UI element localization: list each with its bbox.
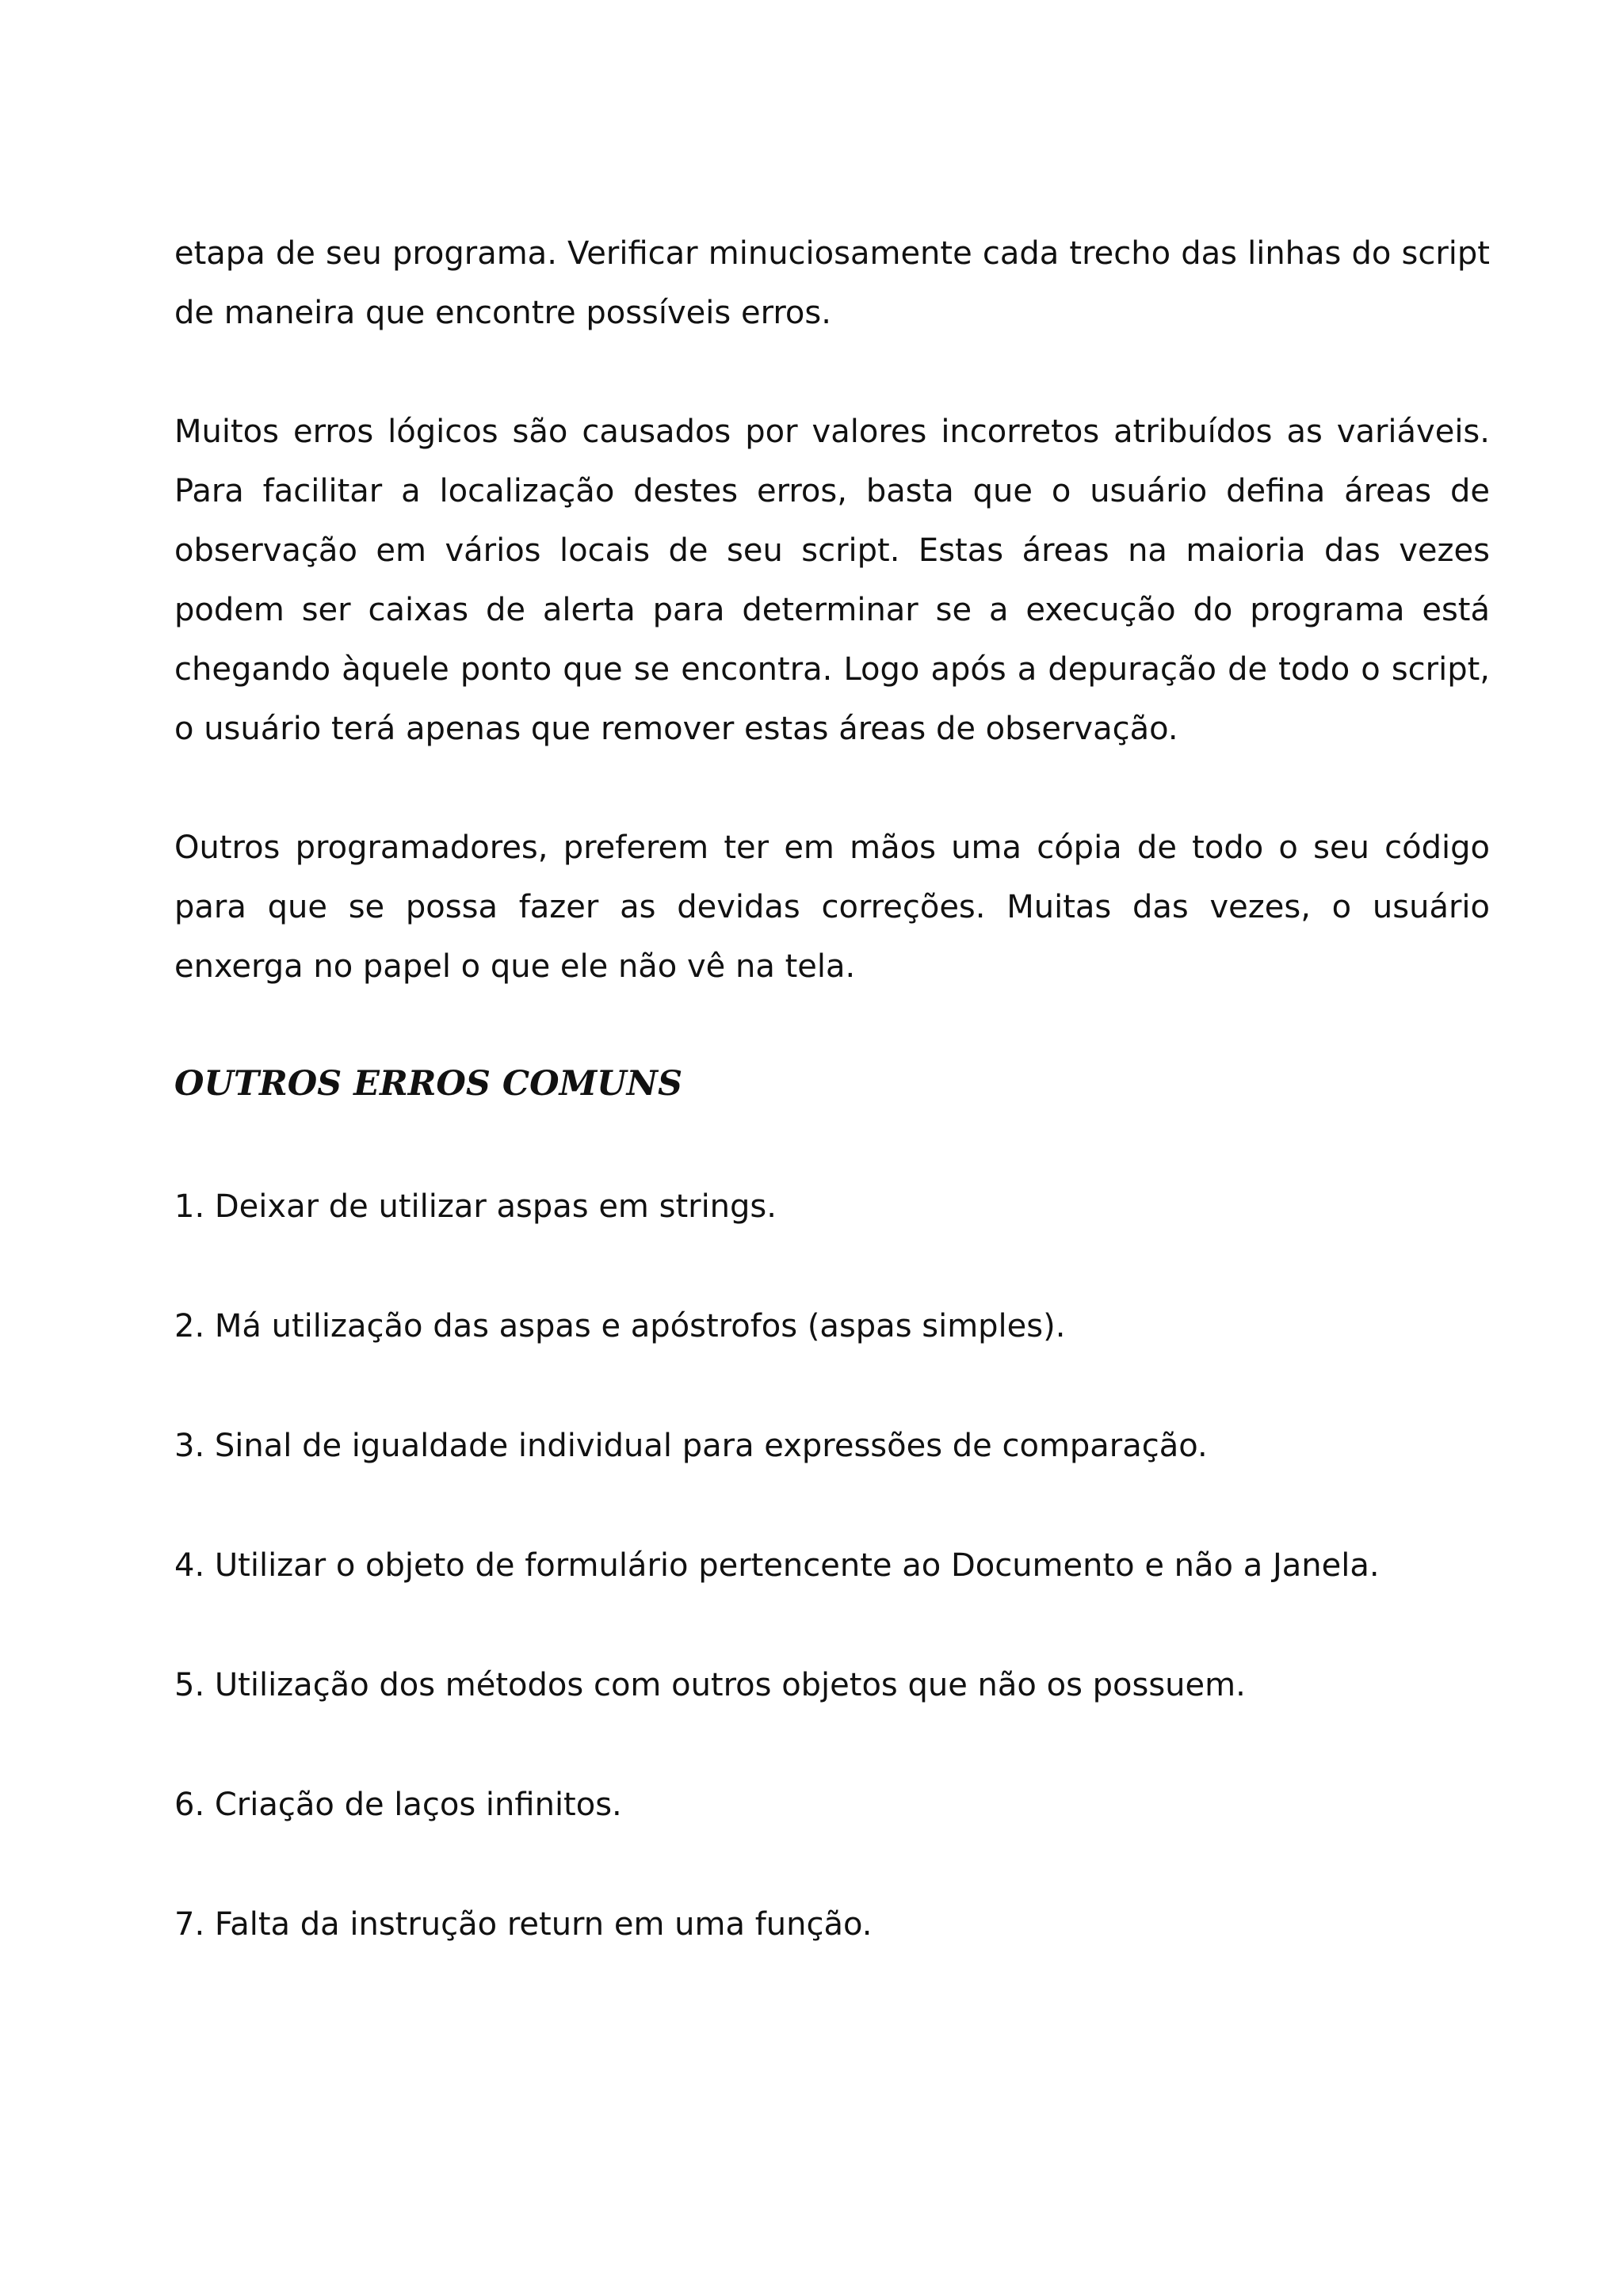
list-item: 5. Utilização dos métodos com outros objetos que não os possuem.	[174, 1667, 1246, 1703]
list-item: 7. Falta da instrução return em uma função.	[174, 1906, 873, 1943]
section-heading: OUTROS ERROS COMUNS	[174, 1064, 683, 1104]
list-item: 3. Sinal de igualdade individual para expressões de comparação.	[174, 1428, 1208, 1464]
list-item: 1. Deixar de utilizar aspas em strings.	[174, 1188, 777, 1225]
document-page	[174, 224, 1490, 1955]
paragraph-printed-code: Outros programadores, preferem ter em mãos uma cópia de todo o seu código para que se possa fazer as devidas correções. Muitas das vezes, o usuário enxerga no papel o que ele não vê na tela.	[174, 830, 1490, 985]
list-item: 4. Utilizar o objeto de formulário pertencente ao Documento e não a Janela.	[174, 1547, 1380, 1584]
list-item: 2. Má utilização das aspas e apóstrofos (aspas simples).	[174, 1308, 1066, 1344]
list-item: 6. Criação de laços infinitos.	[174, 1787, 622, 1823]
common-errors-list	[174, 1177, 1490, 1955]
paragraph-logic-errors: Muitos erros lógicos são causados por valores incorretos atribuídos as variáveis. Para facilitar a localização destes erros, basta que o usuário defina áreas de observação em vários locais de seu script. Estas áreas na maioria das vezes podem ser caixas de alerta para determinar se a execução do programa está chegando àquele ponto que se encontra. Logo após a depuração de todo o script, o usuário terá apenas que remover estas áreas de observação.	[174, 414, 1490, 747]
paragraph-debug-intro: etapa de seu programa. Verificar minuciosamente cada trecho das linhas do script de maneira que encontre possíveis erros.	[174, 235, 1490, 331]
